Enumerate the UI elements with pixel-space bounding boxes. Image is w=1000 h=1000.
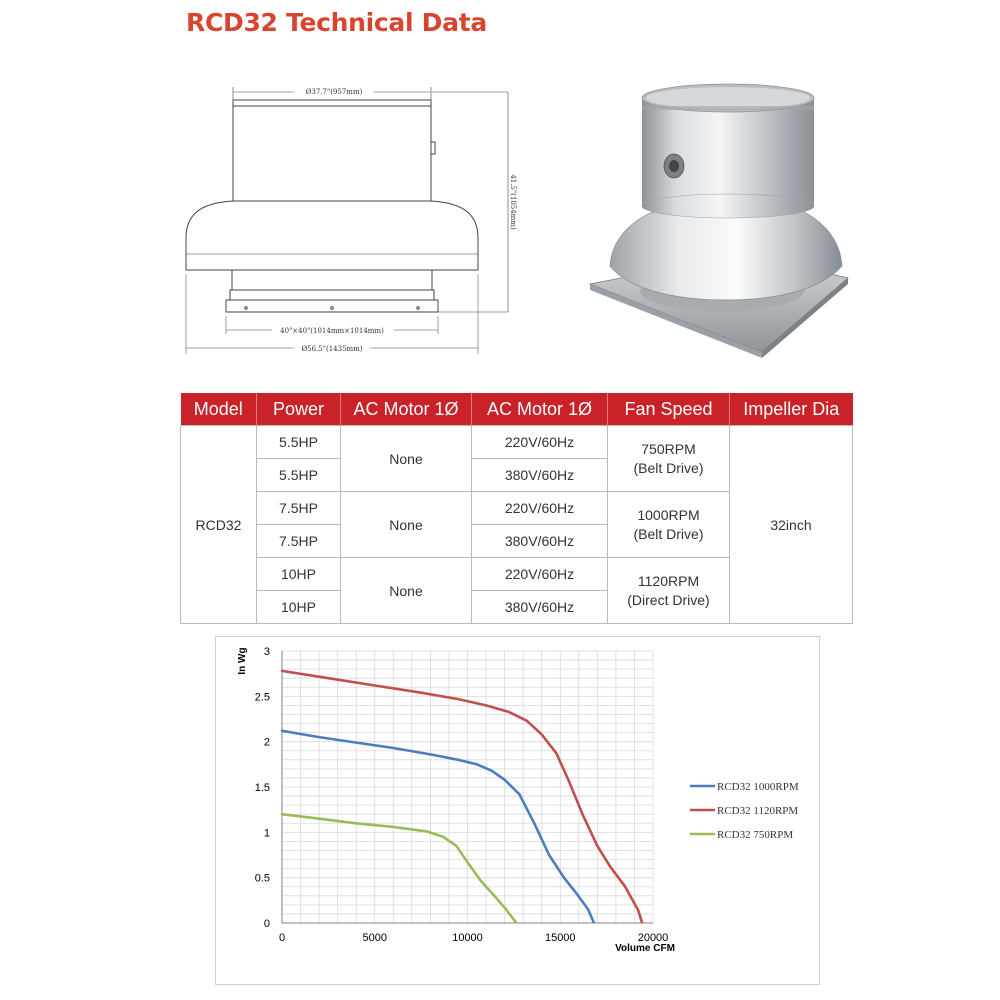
motor-b-cell: 220V/60Hz: [472, 558, 608, 591]
motor-b-cell: 380V/60Hz: [472, 459, 608, 492]
motor-b-cell: 220V/60Hz: [472, 426, 608, 459]
fan-drive: (Direct Drive): [627, 591, 710, 608]
motor-a-cell: None: [341, 558, 472, 624]
fan-drive: (Belt Drive): [633, 459, 704, 476]
x-tick-label: 15000: [544, 932, 576, 944]
fan-speed-cell: [608, 492, 730, 558]
motor-a-cell: None: [341, 492, 472, 558]
top-dimension: Ø37.7"(957mm): [305, 88, 363, 96]
power-cell: 7.5HP: [257, 525, 341, 558]
product-photo: [582, 66, 854, 362]
fan-rpm: 1000RPM: [637, 506, 700, 523]
x-tick-label: 20000: [637, 932, 669, 944]
chart-grid: [282, 651, 653, 923]
motor-b-cell: 220V/60Hz: [472, 492, 608, 525]
legend-label-2: RCD32 750RPM: [717, 829, 794, 841]
fan-rpm: 750RPM: [641, 440, 696, 457]
y-tick-label: 3: [263, 646, 270, 658]
base-dimension: 40"×40"(1014mm×1014mm): [280, 327, 384, 335]
y-tick-label: 1.5: [254, 782, 270, 794]
x-tick-label: 0: [278, 932, 286, 944]
spec-table: [180, 393, 853, 624]
power-cell: 7.5HP: [257, 492, 341, 525]
header-impeller-dia: Impeller Dia: [730, 393, 853, 426]
motor-b-cell: 380V/60Hz: [472, 591, 608, 624]
fan-speed-cell: [608, 558, 730, 624]
header-model: Model: [181, 393, 257, 426]
table-row: [181, 426, 853, 459]
legend-label-0: RCD32 1000RPM: [717, 781, 799, 793]
power-cell: 10HP: [257, 558, 341, 591]
power-cell: 10HP: [257, 591, 341, 624]
header-ac-motor-a: AC Motor 1Ø: [341, 393, 472, 426]
y-tick-label: 1: [263, 827, 270, 840]
fan-rpm: 1120RPM: [637, 572, 700, 589]
motor-b-cell: 380V/60Hz: [472, 525, 608, 558]
impeller-cell: 32inch: [730, 426, 853, 624]
performance-chart: [215, 636, 821, 986]
header-power: Power: [257, 393, 341, 426]
height-dimension: 41.5"(1054mm): [509, 174, 517, 230]
power-cell: 5.5HP: [257, 426, 341, 459]
motor-a-cell: None: [341, 426, 472, 492]
x-axis-label: Volume CFM: [615, 943, 675, 954]
table-header-row: [181, 393, 853, 426]
fan-drive: (Belt Drive): [633, 525, 704, 542]
header-fan-speed: Fan Speed: [608, 393, 730, 426]
y-tick-label: 2.5: [254, 691, 270, 704]
page-title: RCD32 Technical Data: [186, 8, 487, 37]
y-tick-label: 2: [263, 736, 270, 749]
bottom-dimension: Ø56.5"(1435mm): [301, 345, 363, 353]
x-tick-label: 5000: [362, 932, 387, 944]
legend-label-1: RCD32 1120RPM: [717, 805, 799, 817]
header-ac-motor-b: AC Motor 1Ø: [472, 393, 608, 426]
x-tick-label: 10000: [452, 932, 483, 944]
fan-speed-cell: [608, 426, 730, 492]
y-axis-label: In Wg: [237, 647, 248, 675]
power-cell: 5.5HP: [257, 459, 341, 492]
y-tick-label: 0: [263, 918, 270, 930]
model-cell: RCD32: [181, 426, 257, 624]
y-tick-label: 0.5: [254, 872, 270, 885]
technical-drawing: [176, 78, 521, 360]
